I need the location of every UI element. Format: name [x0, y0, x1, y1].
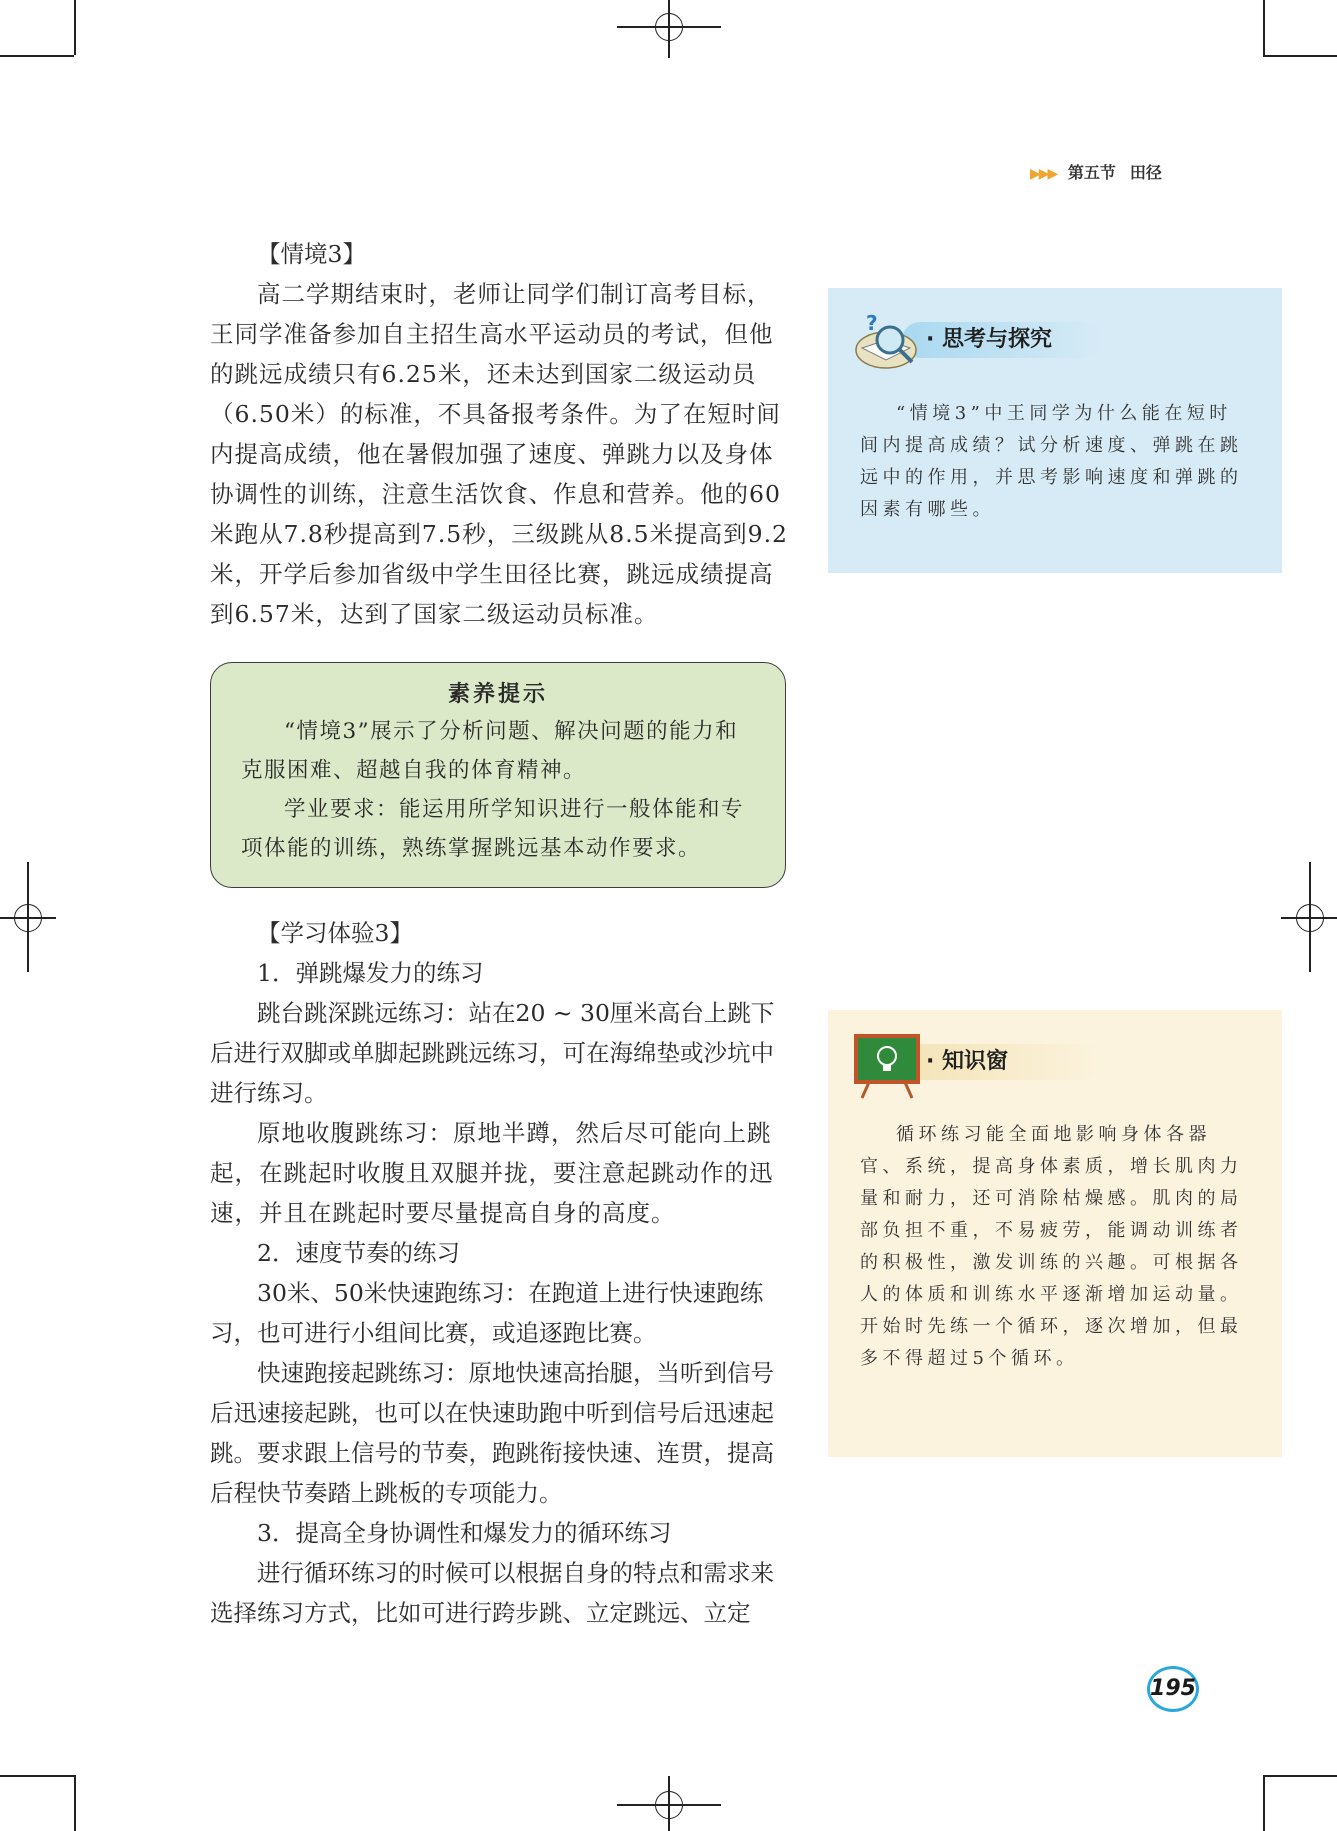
situation-paragraph: 高二学期结束时，老师让同学们制订高考目标，王同学准备参加自主招生高水平运动员的考试，但他的跳远成绩只有6.25米，还未达到国家二级运动员（6.50米）的标准，不具备报考条件。为了在短时间内提高成绩，他在暑假加强了速度、弹跳力以及身体协调性的训练，注意生活饮食、作息和营养。他的60米跑从7.8秒提高到7.5秒，三级跳从8.5米提高到9.2米，开学后参加省级中学生田径比赛，跳远成绩提高到6.57米，达到了国家二级运动员标准。 — [210, 280, 788, 628]
think-explore-header — [852, 310, 1092, 370]
literacy-tip-text-1: “情境3”展示了分析问题、解决问题的能力和克服困难、超越自我的体育精神。 — [241, 719, 739, 783]
experience-paragraph-4: 快速跑接起跳练习：原地快速高抬腿，当听到信号后迅速接起跳，也可以在快速助跑中听到信号后迅速起跳。要求跟上信号的节奏，跑跳衔接快速、连贯，提高后程快节奏踏上跳板的专项能力。 — [210, 1359, 774, 1507]
experience-section — [210, 913, 788, 1633]
magnifier-book-icon — [852, 310, 922, 374]
experience-paragraph-5: 进行循环练习的时候可以根据自身的特点和需求来选择练习方式，比如可进行跨步跳、立定跳远、立定 — [210, 1559, 774, 1627]
think-explore-label: · 思考与探究 — [902, 322, 1102, 358]
knowledge-window-header — [852, 1032, 1092, 1092]
literacy-tip-box — [210, 662, 786, 888]
header-topic: 田径 — [1129, 163, 1162, 182]
knowledge-window-label: · 知识窗 — [902, 1044, 1102, 1080]
experience-title: 【学习体验3】 — [257, 919, 413, 947]
experience-heading-3: 3．提高全身协调性和爆发力的循环练习 — [257, 1519, 672, 1547]
think-explore-text: “情境3”中王同学为什么能在短时间内提高成绩？试分析速度、弹跳在跳远中的作用，并思考影响速度和弹跳的因素有哪些。 — [860, 403, 1243, 520]
svg-text:?: ? — [866, 311, 878, 335]
experience-heading-2: 2．速度节奏的练习 — [257, 1239, 460, 1267]
experience-paragraph-1: 跳台跳深跳远练习：站在20 ~ 30厘米高台上跳下后进行双脚或单脚起跳跳远练习，可在海绵垫或沙坑中进行练习。 — [210, 999, 775, 1107]
header-section: 第五节 — [1067, 163, 1116, 182]
page-number: 195 — [1147, 1666, 1199, 1712]
running-header — [1030, 160, 1162, 183]
triple-arrow-icon: ▶▶▶ — [1030, 166, 1057, 182]
think-explore-box — [828, 288, 1282, 573]
situation-section — [210, 234, 788, 634]
experience-heading-1: 1．弹跳爆发力的练习 — [257, 959, 484, 987]
literacy-tip-text-2: 学业要求：能运用所学知识进行一般体能和专项体能的训练，熟练掌握跳远基本动作要求。 — [241, 797, 745, 861]
literacy-tip-title: 素养提示 — [447, 682, 548, 707]
situation-title: 【情境3】 — [257, 240, 366, 268]
knowledge-window-box — [828, 1010, 1282, 1457]
experience-paragraph-2: 原地收腹跳练习：原地半蹲，然后尽可能向上跳起，在跳起时收腹且双腿并拢，要注意起跳动作的迅速，并且在跳起时要尽量提高自身的高度。 — [210, 1119, 774, 1227]
chalkboard-icon — [852, 1030, 922, 1100]
experience-paragraph-3: 30米、50米快速跑练习：在跑道上进行快速跑练习，也可进行小组间比赛，或追逐跑比赛。 — [210, 1279, 764, 1347]
knowledge-window-text: 循环练习能全面地影响身体各器官、系统，提高身体素质，增长肌肉力量和耐力，还可消除枯燥感。肌肉的局部负担不重，不易疲劳，能调动训练者的积极性，激发训练的兴趣。可根据各人的体质和训练水平逐渐增加运动量。开始时先练一个循环，逐次增加，但最多不得超过5个循环。 — [860, 1124, 1243, 1369]
